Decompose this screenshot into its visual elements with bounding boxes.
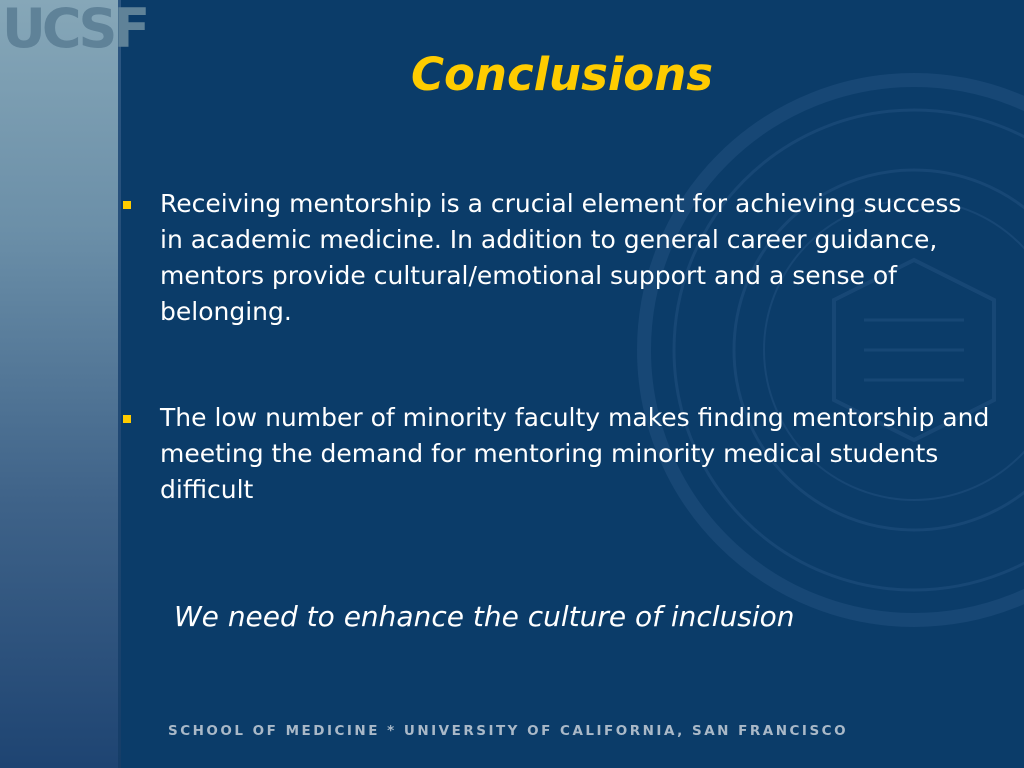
bullet-list	[160, 186, 990, 508]
footer-text: SCHOOL OF MEDICINE * UNIVERSITY OF CALIFORNIA, SAN FRANCISCO	[168, 723, 849, 739]
left-gradient-band	[0, 0, 118, 768]
conclusion-statement: We need to enhance the culture of inclusion	[174, 600, 795, 633]
bullet-text: The low number of minority faculty makes finding mentorship and meeting the demand for mentoring minority medical students difficult	[160, 403, 990, 504]
square-bullet-icon	[123, 415, 131, 423]
left-band-edge	[118, 0, 121, 768]
bullet-item	[160, 400, 990, 508]
square-bullet-icon	[123, 201, 131, 209]
ucsf-logo: UCSF	[2, 0, 147, 60]
bullet-item	[160, 186, 990, 330]
slide-title: Conclusions	[410, 48, 714, 101]
bullet-text: Receiving mentorship is a crucial element for achieving success in academic medicine. In addition to general career guidance, mentors provide cultural/emotional support and a sense of belonging.	[160, 189, 962, 326]
